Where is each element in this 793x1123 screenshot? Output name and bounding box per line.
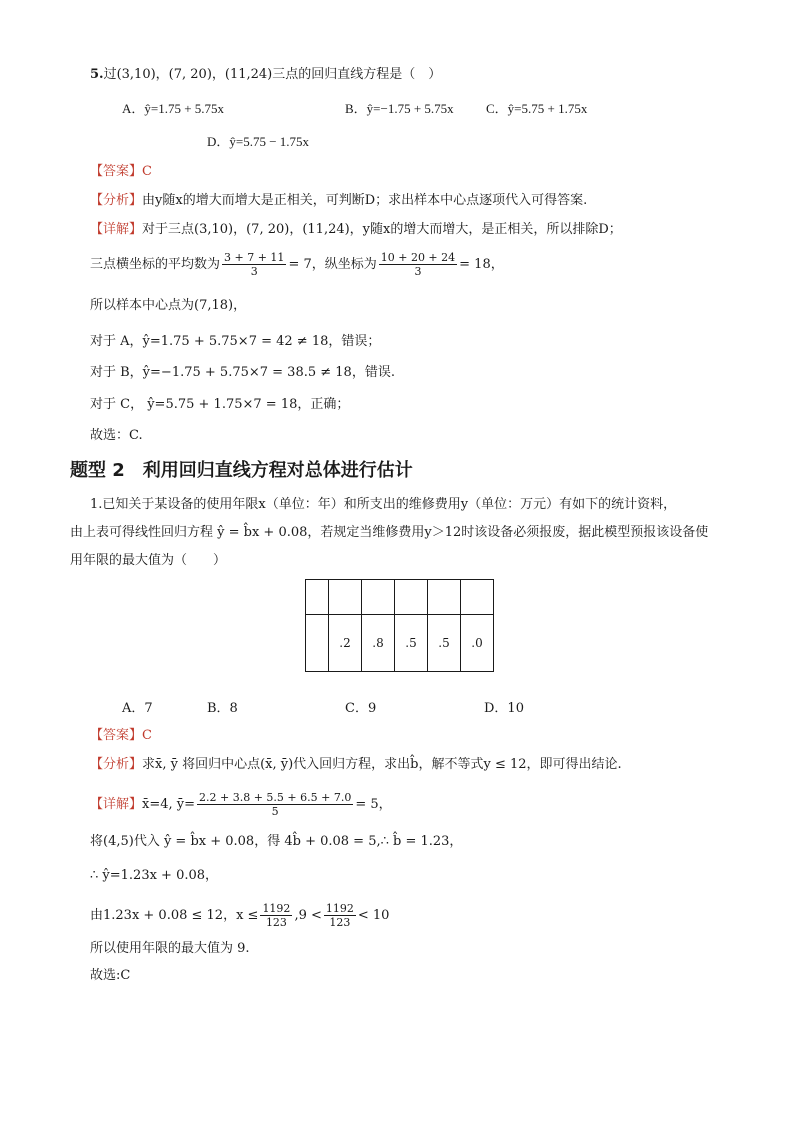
q5-number: 5.	[90, 67, 104, 82]
detail-tag: 【详解】	[90, 222, 143, 237]
q1-detail-line3: ∴ ŷ=1.23x + 0.08，	[90, 868, 219, 883]
fraction-denominator: 123	[329, 916, 351, 929]
table-cell: .5	[428, 615, 461, 672]
q5-analysis	[90, 192, 587, 210]
inequality-label: 由1.23x + 0.08 ≤ 12，x ≤	[90, 908, 259, 923]
answer-tag: 【答案】	[90, 164, 143, 179]
table-cell	[362, 580, 395, 615]
fraction-denominator: 123	[265, 916, 287, 929]
analysis-tag: 【分析】	[90, 757, 143, 772]
q1-answer	[90, 727, 152, 745]
mean-y-result: = 5，	[355, 797, 392, 812]
q1-stem-line2: 由上表可得线性回归方程 ŷ = b̂x + 0.08，若规定当维修费用y＞12时该设备必须报废，据此模型预报该设备使	[70, 525, 709, 540]
q5-detail-line5: 对于 B，ŷ=−1.75 + 5.75×7 = 38.5 ≠ 18，错误.	[90, 365, 395, 380]
fraction-numerator: 3 + 7 + 11	[224, 251, 285, 264]
q5-option-c: C．ŷ=5.75 + 1.75x	[486, 101, 588, 116]
table-cell: .8	[362, 615, 395, 672]
q5-detail-line1	[90, 221, 622, 239]
detail-tag: 【详解】	[90, 797, 143, 812]
q5-answer	[90, 163, 152, 181]
table-cell	[306, 615, 329, 672]
q1-stem-line1: 1.已知关于某设备的使用年限x（单位：年）和所支出的维修费用y（单位：万元）有如下的统计资料，	[90, 497, 677, 512]
fraction-denominator: 3	[414, 265, 422, 278]
q1-detail-line1	[90, 791, 392, 818]
q1-option-c: C．9	[345, 701, 377, 716]
q1-analysis	[90, 756, 622, 774]
inequality-end: < 10	[357, 908, 390, 923]
analysis-text: 由y随x的增大而增大是正相关，可判断D；求出样本中心点逐项代入可得答案.	[142, 193, 588, 208]
q5-stem	[90, 66, 441, 84]
q5-detail-line2	[90, 251, 504, 278]
q5-detail-line3: 所以样本中心点为(7,18)，	[90, 298, 247, 313]
answer-value: C	[142, 728, 152, 743]
fraction-numerator: 10 + 20 + 24	[380, 251, 456, 264]
fraction-numerator: 1192	[262, 902, 291, 915]
table-cell	[428, 580, 461, 615]
q5-choose: 故选：C.	[90, 428, 143, 443]
mean-x-label: 三点横坐标的平均数为	[90, 257, 221, 272]
fraction-numerator: 1192	[325, 902, 354, 915]
fraction-bound-2	[324, 902, 356, 929]
fraction-mean-x	[222, 251, 286, 278]
table-cell: .0	[461, 615, 494, 672]
fraction-mean-y	[379, 251, 457, 278]
q1-choose: 故选:C	[90, 968, 131, 983]
analysis-text: 求x̄, ȳ 将回归中心点(x̄, ȳ)代入回归方程，求出b̂，解不等式y ≤ 12，即可得出结论.	[142, 757, 622, 772]
section-title: 题型 2 利用回归直线方程对总体进行估计	[70, 460, 413, 481]
mean-label: x̄=4, ȳ=	[142, 797, 196, 812]
table-cell	[395, 580, 428, 615]
table-cell: .2	[329, 615, 362, 672]
q1-option-b: B．8	[207, 701, 238, 716]
q1-detail-line4	[90, 902, 389, 929]
q5-option-a: A．ŷ=1.75 + 5.75x	[122, 101, 225, 116]
q5-detail-line6: 对于 C， ŷ=5.75 + 1.75×7 = 18，正确；	[90, 397, 350, 412]
fraction-bound	[260, 902, 292, 929]
q5-detail-line4: 对于 A，ŷ=1.75 + 5.75×7 = 42 ≠ 18，错误；	[90, 334, 381, 349]
table-cell	[461, 580, 494, 615]
statistics-table	[305, 579, 494, 672]
mean-y-result: = 18，	[459, 257, 504, 272]
fraction-denominator: 5	[271, 805, 279, 818]
q1-detail-line5: 所以使用年限的最大值为 9.	[90, 941, 250, 956]
q5-option-b: B．ŷ=−1.75 + 5.75x	[345, 101, 454, 116]
table-row	[306, 580, 494, 615]
answer-tag: 【答案】	[90, 728, 143, 743]
q1-option-d: D．10	[484, 701, 524, 716]
answer-value: C	[142, 164, 152, 179]
table-row	[306, 615, 494, 672]
fraction-numerator: 2.2 + 3.8 + 5.5 + 6.5 + 7.0	[199, 791, 352, 804]
q1-option-a: A．7	[122, 701, 153, 716]
analysis-tag: 【分析】	[90, 193, 143, 208]
fraction-denominator: 3	[250, 265, 258, 278]
table-cell	[329, 580, 362, 615]
fraction-mean-y	[197, 791, 353, 818]
table-cell: .5	[395, 615, 428, 672]
detail-text: 对于三点(3,10)，(7, 20)，(11,24)，y随x的增大而增大，是正相关，所以排除D；	[142, 222, 622, 237]
q1-stem-line3: 用年限的最大值为（ ）	[70, 553, 227, 568]
q1-detail-line2: 将(4,5)代入 ŷ = b̂x + 0.08，得 4b̂ + 0.08 = 5,∴ b̂ = 1.23，	[90, 834, 463, 849]
inequality-mid: ,9 <	[294, 908, 322, 923]
table-cell	[306, 580, 329, 615]
mean-y-label: = 7，纵坐标为	[288, 257, 377, 272]
q5-stem-text: 过(3,10)，(7, 20)，(11,24)三点的回归直线方程是（ ）	[103, 67, 442, 82]
q5-option-d: D．ŷ=5.75 − 1.75x	[207, 134, 310, 149]
